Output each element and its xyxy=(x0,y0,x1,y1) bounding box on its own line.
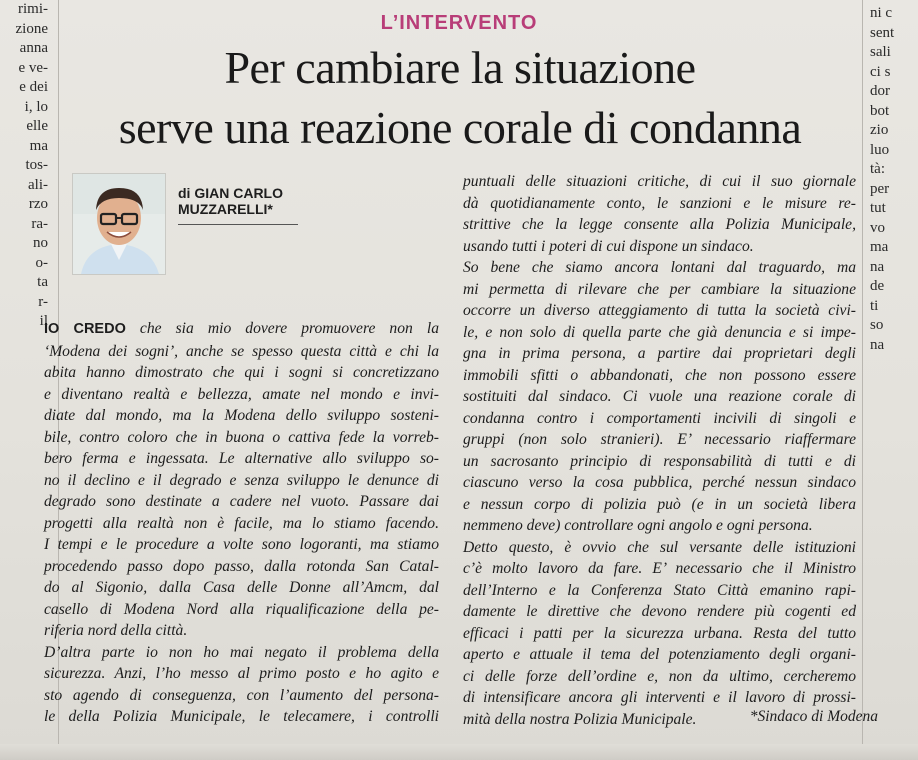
body-line xyxy=(44,491,439,513)
body-line xyxy=(463,257,856,279)
body-text: che sia mio dovere promuovere non la xyxy=(125,320,440,337)
body-line xyxy=(44,642,439,664)
strip-line: bot xyxy=(870,102,890,119)
body-text: casello di Modena Nord alla riqualificazione della pe- xyxy=(44,600,439,618)
adjacent-column-right xyxy=(870,4,918,355)
body-line xyxy=(463,644,856,666)
body-line xyxy=(44,556,439,578)
strip-line: zio xyxy=(870,122,889,138)
body-text: un sacrosanto principio di responsabilità di tutti e di xyxy=(463,452,856,470)
body-text: riferia nord della città. xyxy=(44,622,188,639)
body-line xyxy=(44,577,439,599)
body-line xyxy=(44,448,439,470)
body-line xyxy=(463,214,856,236)
strip-line: sent xyxy=(870,24,895,41)
body-column-right xyxy=(463,171,863,730)
author-portrait-icon xyxy=(73,174,165,274)
body-line xyxy=(463,580,856,602)
strip-line: ma xyxy=(29,137,48,154)
strip-line: rimi- xyxy=(18,1,48,17)
body-text: procedendo passo dopo passo, dalla rotonda San Catal- xyxy=(44,557,439,575)
body-text: puntuali delle situazioni critiche, di cui il suo giornale xyxy=(463,173,856,190)
headline-text-1: Per cambiare la situazione xyxy=(224,42,696,93)
body-text: degrado sono destinate a cadere nel vuoto. Passare dai xyxy=(44,493,439,510)
body-line xyxy=(463,365,856,387)
body-line xyxy=(463,236,856,258)
body-text: D’altra parte io non ho mai negato il problema della xyxy=(44,643,439,661)
strip-line: ra- xyxy=(31,215,48,232)
strip-line: vo xyxy=(870,219,885,236)
body-text: progetti alla realtà non è facile, ma lo stiamo facendo. xyxy=(44,514,439,532)
body-line xyxy=(44,534,439,556)
body-line xyxy=(44,706,439,728)
body-text: strittive che la legge consente alla Polizia Municipale, xyxy=(463,216,856,233)
strip-line: r- xyxy=(38,293,48,310)
body-text: dà quotidianamente conto, le sanzioni e le misure re- xyxy=(463,194,856,212)
body-text: no il declino e il degrado e senza sviluppo le denunce di xyxy=(44,471,439,489)
body-line xyxy=(463,601,856,623)
body-text: mità della nostra Polizia Municipale. xyxy=(463,710,697,728)
body-line xyxy=(44,685,439,707)
body-text: di intensificare ancora gli interventi e il lavoro di prossi- xyxy=(463,689,856,706)
body-line xyxy=(463,687,856,709)
body-text: diate dal mondo, ma la Modena dello sviluppo sosteni- xyxy=(44,407,439,424)
body-line xyxy=(463,472,856,494)
body-line xyxy=(44,599,439,621)
strip-line: de xyxy=(870,278,885,294)
strip-line: ma xyxy=(870,239,889,255)
body-text: bile, contro coloro che in buona o cattiva fede la vorreb- xyxy=(44,428,439,446)
body-text: immobili sfitti o abbandonati, che non possono essere xyxy=(463,366,856,384)
body-line xyxy=(44,362,439,384)
body-text: c’è molto lavoro da fare. E’ necessario che il Ministro xyxy=(463,560,856,577)
body-line xyxy=(463,537,856,559)
body-text: condanna contro i comportamenti incivili di singoli e xyxy=(463,409,856,427)
body-line xyxy=(463,558,856,580)
body-line xyxy=(463,666,856,688)
body-line xyxy=(463,279,856,301)
strip-line: ti xyxy=(870,297,879,314)
body-line xyxy=(463,300,856,322)
body-text: Detto questo, è ovvio che sul versante delle istituzioni xyxy=(463,538,856,556)
strip-line: tut xyxy=(870,200,886,216)
body-line xyxy=(44,405,439,427)
body-text: sto agendo di conseguenza, con l’aumento del persona- xyxy=(44,686,439,704)
strip-line: so xyxy=(870,317,884,333)
body-text: So bene che siamo ancora lontani dal traguardo, ma xyxy=(463,259,856,276)
body-text: e nessun corpo di polizia può (e in un società libera xyxy=(463,495,856,513)
body-line xyxy=(44,663,439,685)
body-line xyxy=(463,515,856,537)
body-line xyxy=(44,513,439,535)
body-line xyxy=(463,343,856,365)
body-text: ci delle forze dell’ordine e, non da ultimo, cercheremo xyxy=(463,667,856,685)
body-text: ciascuno verso la cosa pubblica, perché nessun sindaco xyxy=(463,474,856,491)
body-line xyxy=(44,318,439,341)
byline-surname: MUZZARELLI* xyxy=(178,201,273,217)
strip-line: anna xyxy=(19,40,48,56)
body-line xyxy=(463,322,856,344)
body-text: ‘Modena dei sogni’, anche se spesso questa città e chi la xyxy=(44,342,439,360)
body-line xyxy=(463,451,856,473)
byline-prefix: di GIAN CARLO xyxy=(178,185,283,201)
strip-line: o- xyxy=(35,254,48,271)
body-text: e diventano realtà e bellezza, amate nel mondo e invi- xyxy=(44,385,439,403)
strip-line: ta xyxy=(37,274,48,290)
adjacent-column-left xyxy=(0,0,50,332)
body-text: gruppi (non solo stranieri). E’ necessario riaffermare xyxy=(463,431,856,448)
strip-line: ali- xyxy=(28,176,48,193)
strip-line: na xyxy=(870,258,885,275)
body-line xyxy=(463,386,856,408)
strip-line: i, lo xyxy=(24,98,48,115)
author-photo xyxy=(72,173,166,275)
strip-line: dor xyxy=(870,83,890,99)
body-line xyxy=(463,623,856,645)
body-text: le della Polizia Municipale, le telecamere, i controlli xyxy=(44,708,439,725)
body-line xyxy=(463,429,856,451)
body-text: mi permetta di rilevare che per cambiare la situazione xyxy=(463,280,856,298)
strip-line: rzo xyxy=(28,196,48,212)
lead-in: IO CREDO xyxy=(44,321,126,337)
strip-line: tos- xyxy=(25,157,48,173)
strip-line: ci s xyxy=(870,63,891,80)
body-text: do al Sigonio, dalla Casa delle Donne all’Amcm, dal xyxy=(44,579,439,596)
headline-text-2: serve una reazione corale di condanna xyxy=(118,102,802,153)
byline-rule xyxy=(178,224,298,225)
page-fold xyxy=(0,744,918,760)
body-line xyxy=(44,470,439,492)
body-text: dell’Interno e la Conferenza Stato Città emanino rapi- xyxy=(463,581,856,599)
strip-line: tà: xyxy=(870,161,885,177)
body-line xyxy=(463,171,856,193)
body-line xyxy=(463,494,856,516)
body-text: I tempi e le procedure a volte sono logoranti, ma stiamo xyxy=(44,536,439,553)
body-line xyxy=(463,193,856,215)
body-text: sicurezza. Anzi, l’ho messo al primo posto e ho agito e xyxy=(44,665,439,682)
body-text: damente le direttive che devono rendere più cogenti ed xyxy=(463,603,856,620)
body-text: occorre un diverso atteggiamento di tutta la società civi- xyxy=(463,302,856,319)
strip-line: e dei xyxy=(19,79,48,95)
byline xyxy=(178,185,283,217)
strip-line: e ve- xyxy=(18,59,48,76)
body-text: aperto e attuale il tema del potenziamento degli organi- xyxy=(463,646,856,663)
body-text: usando tutti i poteri di cui dispone un sindaco. xyxy=(463,237,754,255)
strip-line: per xyxy=(870,180,890,197)
body-text: nemmeno deve) controllare ogni angolo e ogni persona. xyxy=(463,517,813,534)
body-text: abita hanno dimostrato che qui i sogni si concretizzano xyxy=(44,364,439,381)
body-text: gna in prima persona, a partire dai proprietari degli xyxy=(463,345,856,362)
body-line xyxy=(463,408,856,430)
body-text: sostituiti dal sindaco. Ci vuole una reazione corale di xyxy=(463,388,856,405)
strip-line: elle xyxy=(26,118,48,134)
section-kicker: L’INTERVENTO xyxy=(380,12,538,34)
strip-line: il xyxy=(39,313,48,329)
author-signature: *Sindaco di Modena xyxy=(749,708,878,725)
strip-line: zione xyxy=(15,20,48,37)
strip-line: no xyxy=(33,235,48,251)
body-line xyxy=(44,427,439,449)
body-line xyxy=(44,620,439,642)
body-line xyxy=(44,384,439,406)
strip-line: luo xyxy=(870,141,890,158)
strip-line: sali xyxy=(870,44,891,60)
body-text: le, e non solo di quella parte che già denuncia e si impe- xyxy=(463,323,856,341)
body-text: efficaci i patti per la sicurezza urbana. Resta del tutto xyxy=(463,624,856,642)
body-column-left xyxy=(44,318,444,728)
body-line xyxy=(44,341,439,363)
body-text: bero ferma e ingessata. Le alternative allo sviluppo so- xyxy=(44,450,439,467)
strip-line: na xyxy=(870,336,885,353)
strip-line: ni c xyxy=(870,5,893,21)
